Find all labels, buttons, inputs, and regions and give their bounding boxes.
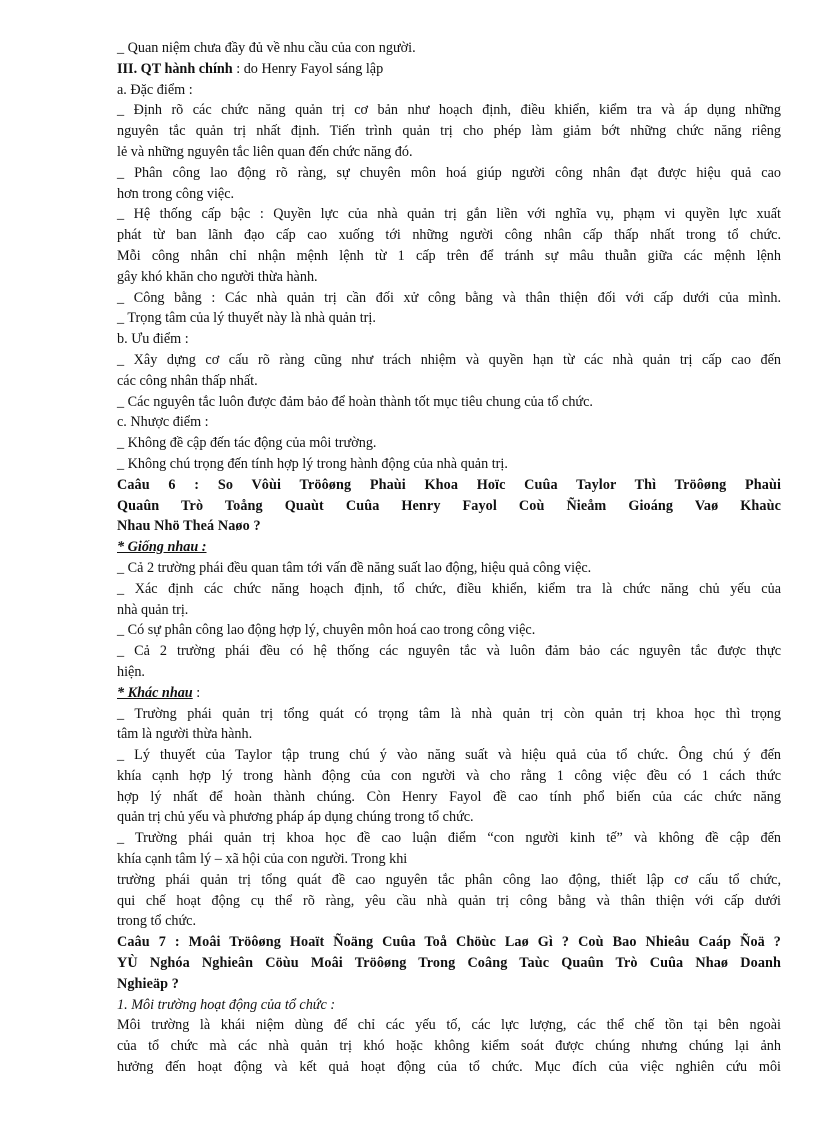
subheading-khac-nhau bbox=[117, 683, 781, 704]
text-line: _ Trọng tâm của lý thuyết này là nhà quản trị. bbox=[117, 310, 376, 327]
document-page bbox=[117, 38, 781, 1078]
text-line: khía cạnh tâm lý – xã hội của con người. Trong khi bbox=[117, 851, 408, 868]
text-line: _ Cả 2 trường phái đều quan tâm tới vấn đề năng suất lao động, hiệu quả công việc. bbox=[117, 559, 592, 576]
text-line: _ Có sự phân công lao động hợp lý, chuyên môn hoá cao trong công việc. bbox=[117, 622, 536, 639]
text-line: _ Định rõ các chức năng quản trị cơ bản như hoạch định, điều khiển, kiểm tra và áp dụng những bbox=[117, 102, 781, 119]
text-line: khía cạnh hợp lý trong hành động của con người và cho rằng 1 công việc đều có 1 cách thức bbox=[117, 767, 781, 784]
text-line: nhà quản trị. bbox=[117, 601, 189, 618]
text-line: _ Không chú trọng đến tính hợp lý trong hành động của nhà quản trị. bbox=[117, 455, 508, 472]
subheading-giong-nhau bbox=[117, 537, 781, 558]
text-line: hợp lý nhất để hoàn thành chúng. Còn Henry Fayol đề cao tính phổ biến của các chức năng bbox=[117, 788, 781, 805]
subsection-label: a. Đặc điểm : bbox=[117, 81, 193, 98]
question-heading: Nhau Nhö Theá Naøo ? bbox=[117, 518, 261, 535]
text-line: lẻ và những nguyên tắc liên quan đến chức năng đó. bbox=[117, 143, 413, 160]
subheading-label: * Giống nhau : bbox=[117, 539, 207, 556]
section-heading-rest: : do Henry Fayol sáng lập bbox=[232, 60, 384, 77]
text-line: hơn trong công việc. bbox=[117, 185, 235, 202]
text-line: tâm là người thừa hành. bbox=[117, 726, 253, 743]
subheading-rest: : bbox=[192, 684, 201, 701]
text-line: _ Xây dựng cơ cấu rõ ràng cũng như trách nhiệm và quyền hạn từ các nhà quản trị cấp cao đến bbox=[117, 351, 781, 368]
text-line: _ Hệ thống cấp bậc : Quyền lực của nhà quản trị gắn liền với nghĩa vụ, phạm vi quyền lực xuất bbox=[117, 206, 781, 223]
text-line: _ Các nguyên tắc luôn được đảm bảo để hoàn thành tốt mục tiêu chung của tổ chức. bbox=[117, 393, 593, 410]
text-line: _ Không đề cập đến tác động của môi trường. bbox=[117, 435, 377, 452]
question-heading: Caâu 7 : Moâi Tröôøng Hoaït Ñoäng Cuûa Toå Chöùc Laø Gì ? Coù Bao Nhieâu Caáp Ñoä ? bbox=[117, 934, 781, 951]
text-line: _ Xác định các chức năng hoạch định, tổ chức, điều khiển, kiểm tra là chức năng chủ yếu của bbox=[117, 580, 781, 597]
question-heading: Caâu 6 : So Vôùi Tröôøng Phaùi Khoa Hoïc Cuûa Taylor Thì Tröôøng Phaùi bbox=[117, 476, 781, 493]
text-line: phát từ ban lãnh đạo cấp cao xuống tới những người công nhân cấp thấp nhất trong tổ chức. bbox=[117, 227, 781, 244]
question-heading: Quaûn Trò Toång Quaùt Cuûa Henry Fayol Coù Ñieåm Gioáng Vaø Khaùc bbox=[117, 497, 781, 514]
text-line: Môi trường là khái niệm dùng để chỉ các yếu tố, các lực lượng, các thể chế tồn tại bên ngoài bbox=[117, 1017, 781, 1034]
text-line: Mỗi công nhân chỉ nhận mệnh lệnh từ 1 cấp trên để tránh sự mâu thuẫn giữa các mệnh lệnh bbox=[117, 247, 781, 264]
text-line: _ Quan niệm chưa đầy đủ về nhu cầu của con người. bbox=[117, 40, 416, 56]
text-line: hiện. bbox=[117, 663, 145, 680]
question-heading: Nghieäp ? bbox=[117, 975, 179, 992]
text-line: _ Trường phái quản trị khoa học đề cao luận điểm “con người kinh tế” và không đề cập đến bbox=[117, 830, 781, 847]
text-line: các công nhân thấp nhất. bbox=[117, 372, 258, 389]
text-line: nguyên tắc quản trị nhất định. Tiến trình quản trị cho phép làm giảm bớt những chức năng riêng bbox=[117, 123, 781, 140]
subheading-label: * Khác nhau bbox=[117, 684, 193, 701]
text-line: hưởng đến hoạt động và kết quả hoạt động của tổ chức. Mục đích của việc nghiên cứu môi bbox=[117, 1059, 781, 1076]
text-line: qui chế hoạt động cụ thể rõ ràng, yêu cầu nhà quản trị công bằng và thân thiện với cấp dưới bbox=[117, 892, 781, 909]
text-line: trong tổ chức. bbox=[117, 913, 197, 930]
text-line: gây khó khăn cho người thừa hành. bbox=[117, 268, 318, 285]
text-line: _ Phân công lao động rõ ràng, sự chuyên môn hoá giúp người công nhân đạt được hiệu quả cao bbox=[117, 164, 781, 181]
section-heading-label: III. QT hành chính bbox=[117, 60, 233, 77]
text-line: trường phái quản trị tổng quát đề cao nguyên tắc phân công lao động, thiết lập cơ cấu tổ chức, bbox=[117, 871, 781, 888]
text-line: quản trị chủ yếu và phương pháp áp dụng chúng trong tổ chức. bbox=[117, 809, 474, 826]
subsection-label: b. Ưu điểm : bbox=[117, 331, 189, 348]
text-line: _ Công bằng : Các nhà quản trị cần đối xử công bằng và thân thiện đối với cấp dưới của mình. bbox=[117, 289, 781, 306]
subsection-label: c. Nhược điểm : bbox=[117, 414, 209, 431]
italic-subheading: 1. Môi trường hoạt động của tổ chức : bbox=[117, 996, 336, 1013]
text-line: của tổ chức mà các nhà quản trị khó hoặc không kiểm soát được chúng nhưng chúng lại ảnh bbox=[117, 1038, 781, 1055]
section-heading-qt-hanh-chinh bbox=[117, 59, 781, 80]
text-line: _ Cả 2 trường phái đều có hệ thống các nguyên tắc và luôn đảm bảo các nguyên tắc được thực bbox=[117, 643, 781, 660]
question-heading: YÙ Nghóa Nghieân Cöùu Moâi Tröôøng Trong Coâng Taùc Quaûn Trò Cuûa Nhaø Doanh bbox=[117, 955, 781, 972]
text-line: _ Lý thuyết của Taylor tập trung chú ý vào năng suất và hiệu quả của tổ chức. Ông chú ý đến bbox=[117, 747, 781, 764]
text-line: _ Trường phái quản trị tổng quát có trọng tâm là nhà quản trị còn quản trị khoa học thì trọng bbox=[117, 705, 781, 722]
